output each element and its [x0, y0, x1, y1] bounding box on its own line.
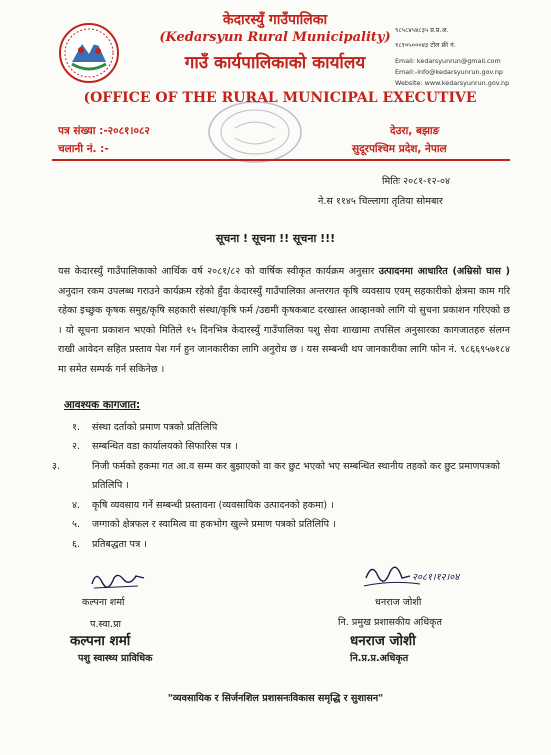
contact-phone: ९८५८४५४८३५ प्र.प्र.अ.: [395, 26, 449, 34]
office-location: देउरा, बझाङ: [390, 125, 440, 137]
right-stamp-title: नि.प्र.प्र.अधिकृत: [350, 653, 409, 664]
contact-email-1: Email: kedarsyunrun@gmail.com: [395, 57, 501, 65]
office-name-np: गाउँ कार्यपालिकाको कार्यालय: [184, 53, 366, 73]
dispatch-number: चलानी नं. :-: [58, 143, 109, 155]
office-name-en: (OFFICE OF THE RURAL MUNICIPAL EXECUTIVE: [83, 90, 477, 106]
contact-email-2: Email:-info@kedarsyunrun.gov.np: [395, 68, 503, 76]
notice-title: सूचना ! सूचना !! सूचना !!!: [215, 232, 336, 245]
municipality-name-en: (Kedarsyun Rural Municipality): [159, 30, 391, 45]
doc-item: ६. प्रतिबद्धता पत्र ।: [72, 539, 147, 550]
office-province: सुदूरपश्चिम प्रदेश, नेपाल: [352, 143, 447, 155]
required-docs-heading: आवश्यक कागजात:: [64, 399, 141, 411]
contact-tollfree: १८१०५०००४३ टोल फ्री नं.: [395, 41, 456, 49]
left-signature-icon: [88, 566, 148, 592]
right-stamp-name: धनराज जोशी: [350, 633, 416, 649]
body-text-b: अनुदान रकम उपलब्ध गराउने कार्यक्रम रहेको हुँदा केदारस्युँ गाउँपालिका अन्तरगत कृषि व्यवसाय एवम् सहकारीको क्षेत्रमा काम गरि रहेका इच्छुक कृषक समुह/कृषि सहकारी संस्था/कृषि फर्म /उद्यमी कृषकबाट दरखास्त आव्हानको लागि यो सुचना प्रकाशन गरिएको छ । यो सूचना प्रकाशन भएको मितिले १५ दिनभित्र केदारस्युँ गाउँपालिका पशु सेवा शाखामा तपसिल अनुसारका कागजातहरु संलग्न राखी आवेदन सहित प्रस्ताव पेश गर्न हुन जानकारीका लागि अनुरोध छ । यस सम्बन्धी थप जानकारीका लागि फोन नं. ९८६६९५७१८४ मा समेत सम्पर्क गर्न सकिनेछ ।: [58, 285, 510, 375]
left-stamp-name: कल्पना शर्मा: [70, 633, 131, 649]
letter-date: मितिः २०८१-१२-०४: [382, 176, 450, 187]
doc-item: ३. निजी फर्मको हकमा गत आ.व सम्म कर बुझाएको वा कर छुट भएको भए सम्बन्धित स्थानीय तहको कर छुट प्रमाणपत्रको प्रतिलिपि ।: [52, 461, 501, 491]
letter-number: पत्र संख्या :-२०८१।०८२: [58, 125, 150, 137]
doc-item: २. सम्बन्धित वडा कार्यालयको सिफारिस पत्र ।: [72, 441, 238, 452]
right-signer-title: नि. प्रमुख प्रशासकीय अधिकृत: [338, 617, 442, 628]
doc-item: ५. जग्गाको क्षेत्रफल र स्वामित्व वा हकभोग खुल्ने प्रमाण पत्रको प्रतिलिपि ।: [72, 519, 336, 530]
left-signer-title: प.स्वा.प्रा: [90, 619, 122, 630]
left-stamp-title: पशु स्वास्थ्य प्राविधिक: [78, 653, 153, 664]
body-text-a: यस केदारस्युँ गाउँपालिकाको आर्थिक वर्ष २०८१/८२ को वार्षिक स्वीकृत कार्यक्रम अनुसार: [58, 266, 379, 277]
footer-motto: "व्यवसायिक र सिर्जनशिल प्रशासनःविकास समृद्धि र सुशासन": [167, 693, 384, 704]
nepal-emblem-icon: [58, 22, 120, 84]
body-program-name: उत्पादनमा आधारित (अम्रिसो घास ): [378, 266, 510, 277]
header-divider: [52, 159, 510, 161]
left-signer-name: कल्पना शर्मा: [82, 597, 125, 608]
nepal-sambat-date: ने.स ११४५ चिल्लागा तृतिया सोमबार: [318, 196, 443, 207]
notice-body: [58, 262, 510, 380]
contact-website: Website: www.kedarsyunrun.gov.np: [395, 79, 510, 87]
municipality-name-np: केदारस्युँ गाउँपालिका: [222, 12, 328, 28]
doc-item: १. संस्था दर्ताको प्रमाण पत्रको प्रतिलिपि: [72, 422, 218, 433]
right-signer-name: धनराज जोशी: [375, 597, 422, 608]
right-handwritten-date: २०८१।१२।०४: [412, 572, 460, 583]
doc-item: ४. कृषि व्यवसाय गर्ने सम्बन्धी प्रस्तावना (व्यवसायिक उत्पादनको हकमा) ।: [72, 500, 334, 511]
office-seal-icon: [205, 98, 305, 166]
